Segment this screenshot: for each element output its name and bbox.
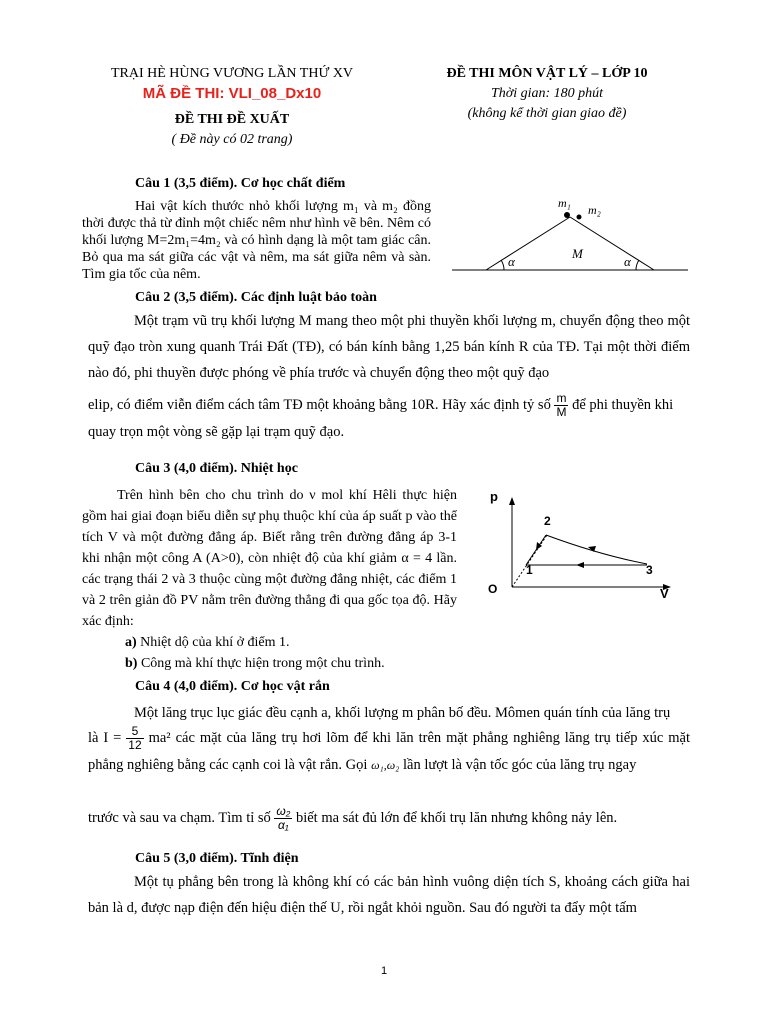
ratio-m-over-M <box>554 392 568 419</box>
omega-ratio-numerator: ω₂ <box>276 804 291 819</box>
q4-text: Một lăng trục lục giác đều cạnh a, khối lượng m phân bố đều. Mômen quán tính của lăng trụ <box>134 705 671 721</box>
q1-text: Hai vật kích thước nhỏ khối lượng m₁ và m₂ đồng thời được thả từ đỉnh một chiếc nêm như hình vẽ bên. Nêm có khối lượng M=2m₁=4m₂ và có hình dạng là một tam giác cân. Bỏ qua ma sát giữa các vật và nêm, ma sát giữa nêm và sàn. Tìm gia tốc của nêm. <box>82 199 431 282</box>
wedge-left-side <box>486 217 570 270</box>
point-1-label: 1 <box>526 563 533 577</box>
wedge-right-side <box>570 217 654 270</box>
alpha-left-label: α <box>508 254 515 269</box>
p-label: p <box>490 489 498 504</box>
origin-label: O <box>488 582 498 596</box>
q3-text: Trên hình bên cho chu trình do ν mol khí Hêli thực hiện gồm hai giai đoạn biểu diễn sự phụ thuộc khí của áp suất p vào thể tích V và một đường đẳng áp. Biết rằng trên đường đẳng áp 3-1 khi nhận một công A (A>0), còn nhiệt độ của khí giảm α = 4 lần. các trạng thái 2 và 3 thuộc cùng một đường đẳng nhiệt, các điểm 1 và 2 trên giản đồ PV nằm trên đường thẳng đi qua gốc tọa độ. Hãy xác định: <box>82 488 457 629</box>
inertia-numerator: 5 <box>126 725 143 739</box>
time-note: (không kể thời gian giao đề) <box>467 106 627 121</box>
q2-title: Câu 2 (3,5 điểm). Các định luật bảo toàn <box>135 290 377 305</box>
point-3-label: 3 <box>646 563 653 577</box>
q3-a-label: a) <box>125 635 137 650</box>
page-number: 1 <box>380 965 388 977</box>
origin-dashed-line <box>512 535 547 587</box>
arrow-3-1 <box>576 562 584 568</box>
ratio-denominator: M <box>556 405 567 420</box>
q2-text: Một trạm vũ trụ khối lượng M mang theo một phi thuyền khối lượng m, chuyển động theo một quỹ đạo tròn xung quanh Trái Đất (TĐ), có bán kính bằng 1,25 bán kính R của TĐ. Tại một thời điểm nào đó, phi thuyền được phóng về phía trước và chuyển động theo một quỹ đạo <box>88 313 690 381</box>
q4-ratio-suffix: biết ma sát đủ lớn để khối trụ lăn nhưng không nảy lên. <box>295 810 618 826</box>
q4-inertia-prefix: là I = <box>88 730 122 746</box>
q3-title: Câu 3 (4,0 điểm). Nhiệt học <box>135 461 298 476</box>
p-axis-arrow <box>509 497 515 505</box>
q4-omegas: ω₁,ω₂ <box>371 758 400 773</box>
m1-label: m₁ <box>558 196 571 210</box>
q4-inertia-para <box>88 725 690 778</box>
wedge-figure <box>448 195 693 280</box>
omega-ratio-denominator: α₁ <box>278 818 289 833</box>
q3-a-text: Nhiệt dộ của khí ở điểm 1. <box>140 635 290 650</box>
process-2-3 <box>546 535 647 564</box>
subject-title: ĐỀ THI MÔN VẬT LÝ – LỚP 10 <box>446 66 648 81</box>
wedge-mass-label: M <box>572 246 583 261</box>
inertia-denominator: 12 <box>128 738 142 753</box>
v-label: V <box>660 586 669 600</box>
q2-ratio-line <box>88 392 690 445</box>
q3-b-text: Công mà khí thực hiện trong một chu trình. <box>140 656 385 671</box>
exam-code: MÃ ĐỀ THI: VLI_08_Dx10 <box>142 85 322 102</box>
q5-text: Một tụ phẳng bên trong là không khí có các bản hình vuông diện tích S, khoảng cách giữa hai bản là d, được nạp điện đến hiệu điện thế U, rồi ngắt khỏi nguồn. Sau đó người ta đẩy một tấm <box>88 874 690 916</box>
alpha-right-label: α <box>624 254 631 269</box>
ratio-numerator: m <box>556 391 567 406</box>
angle-left-arc <box>501 260 504 270</box>
mass-m1-dot <box>564 212 570 218</box>
q4-inertia-suffix: ma² các mặt của lăng trụ hơi lõm để khi lăn trên mặt phẳng nghiêng lăng trụ tiếp xúc mặt phẳng nghiêng bằng các cạnh coi là vật rắn. Gọi <box>88 730 690 774</box>
header-right <box>422 64 672 124</box>
mass-m2-dot <box>577 215 582 220</box>
camp-title: TRẠI HÈ HÙNG VƯƠNG LẦN THỨ XV <box>110 66 354 81</box>
point-2-label: 2 <box>544 514 551 528</box>
m2-label: m₂ <box>588 203 601 217</box>
inertia-fraction <box>126 725 143 752</box>
q5-title: Câu 5 (3,0 điểm). Tĩnh điện <box>135 851 299 866</box>
angle-right-arc <box>636 260 639 270</box>
q3-b-label: b) <box>125 656 138 671</box>
q2-text-before: elip, có điểm viễn điểm cách tâm TĐ một khoảng bằng 10R. Hãy xác định tỷ số <box>88 397 551 413</box>
omega-ratio <box>274 805 292 832</box>
q4-ratio-prefix: trước và sau va chạm. Tìm tỉ số <box>88 810 271 826</box>
pv-diagram <box>480 485 680 600</box>
page-count: ( Đề này có 02 trang) <box>171 132 293 147</box>
q4-text-2: lần lượt là vận tốc góc của lăng trụ ngay <box>402 757 637 774</box>
q3-part-b <box>125 653 385 674</box>
time-limit: Thời gian: 180 phút <box>490 86 604 101</box>
q2-text-after: để phi thuyền khi quay trọn một vòng sẽ gặp lại trạm quỹ đạo. <box>88 397 674 441</box>
q3-part-a <box>125 632 290 653</box>
proposal-title: ĐỀ THI ĐỀ XUẤT <box>174 112 290 127</box>
q4-title: Câu 4 (4,0 điểm). Cơ học vật rắn <box>135 679 330 694</box>
q1-title: Câu 1 (3,5 điểm). Cơ học chất điểm <box>135 176 346 191</box>
q4-ratio-line <box>88 805 690 832</box>
header-left <box>82 64 382 150</box>
